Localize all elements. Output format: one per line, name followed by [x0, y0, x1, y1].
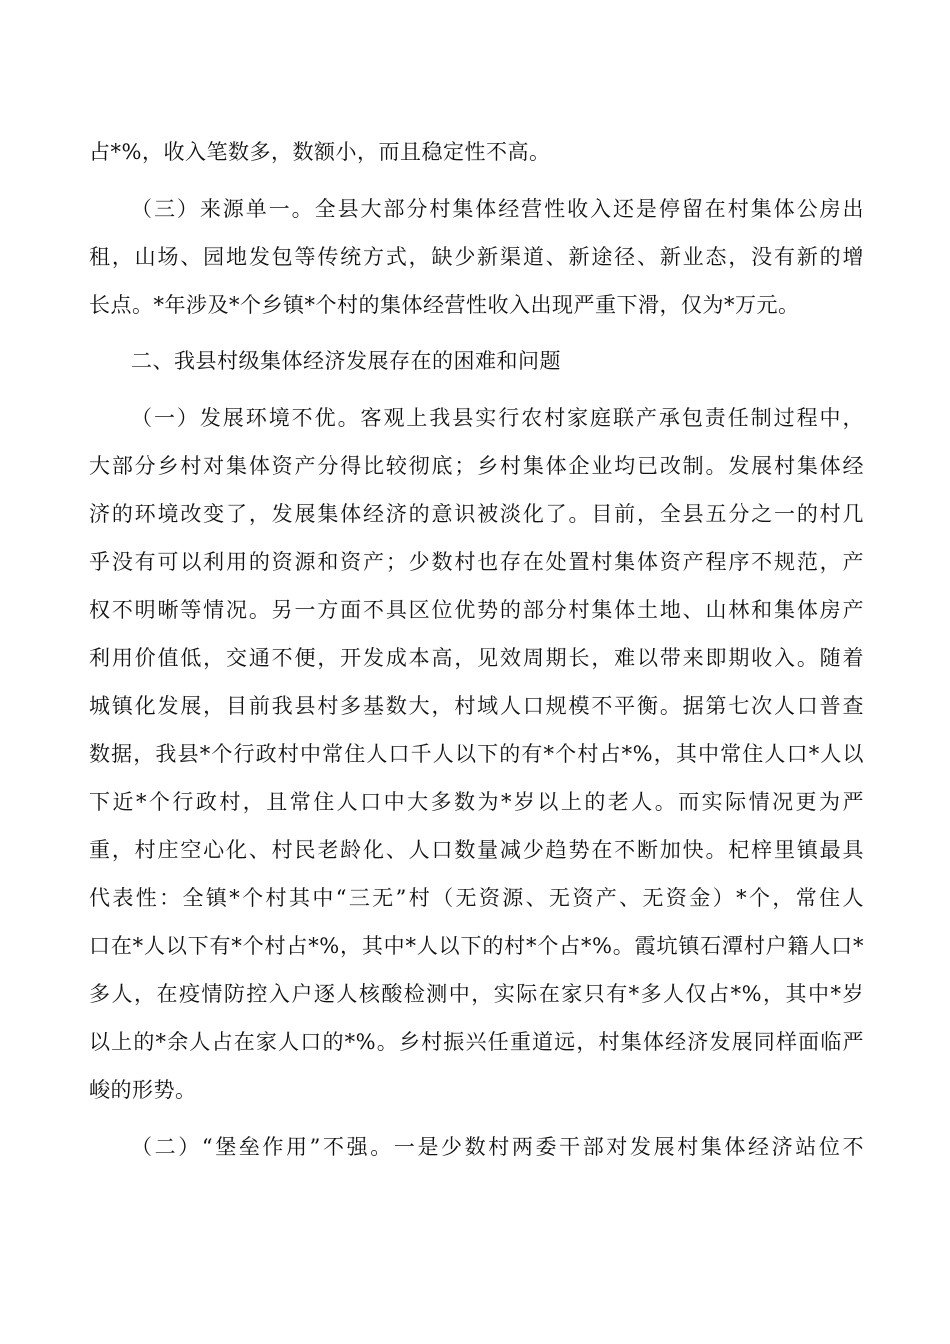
section-3-heading-line: （三）来源单一。全县大部分村集体经营性收入还是停留在村集体公房出	[131, 197, 864, 221]
chapter-2-heading: 二、我县村级集体经济发展存在的困难和问题	[131, 349, 561, 373]
paragraph-line: 代表性：全镇*个村其中“三无”村（无资源、无资产、无资金）*个，常住人	[89, 886, 864, 910]
paragraph-line: 济的环境改变了，发展集体经济的意识被淡化了。目前，全县五分之一的村几	[89, 502, 864, 526]
paragraph-line: 多人，在疫情防控入户逐人核酸检测中，实际在家只有*多人仅占*%，其中*岁	[89, 982, 864, 1006]
paragraph-line: 权不明晰等情况。另一方面不具区位优势的部分村集体土地、山林和集体房产	[89, 598, 864, 622]
paragraph-line: 大部分乡村对集体资产分得比较彻底；乡村集体企业均已改制。发展村集体经	[89, 454, 864, 478]
paragraph-line: 数据，我县*个行政村中常住人口千人以下的有*个村占*%，其中常住人口*人以	[89, 742, 864, 766]
paragraph-line: 租，山场、园地发包等传统方式，缺少新渠道、新途径、新业态，没有新的增	[89, 245, 864, 269]
paragraph-line: 城镇化发展，目前我县村多基数大，村域人口规模不平衡。据第七次人口普查	[89, 694, 864, 718]
section-2-heading-line: （二）“堡垒作用”不强。一是少数村两委干部对发展村集体经济站位不	[131, 1135, 864, 1159]
paragraph-line: 乎没有可以利用的资源和资产；少数村也存在处置村集体资产程序不规范，产	[89, 550, 864, 574]
paragraph-line: 以上的*余人占在家人口的*%。乡村振兴任重道远，村集体经济发展同样面临严	[89, 1030, 864, 1054]
paragraph-line: 峻的形势。	[89, 1078, 197, 1102]
paragraph-line: 利用价值低，交通不便，开发成本高，见效周期长，难以带来即期收入。随着	[89, 646, 864, 670]
paragraph-line: 口在*人以下有*个村占*%，其中*人以下的村*个占*%。霞坑镇石潭村户籍人口*	[89, 934, 864, 958]
paragraph-line: 占*%，收入笔数多，数额小，而且稳定性不高。	[89, 140, 551, 164]
paragraph-line: 长点。*年涉及*个乡镇*个村的集体经营性收入出现严重下滑，仅为*万元。	[89, 293, 800, 317]
section-1-heading-line: （一）发展环境不优。客观上我县实行农村家庭联产承包责任制过程中，	[131, 406, 864, 430]
paragraph-line: 下近*个行政村，且常住人口中大多数为*岁以上的老人。而实际情况更为严	[89, 790, 864, 814]
paragraph-line: 重，村庄空心化、村民老龄化、人口数量减少趋势在不断加快。杞梓里镇最具	[89, 838, 864, 862]
